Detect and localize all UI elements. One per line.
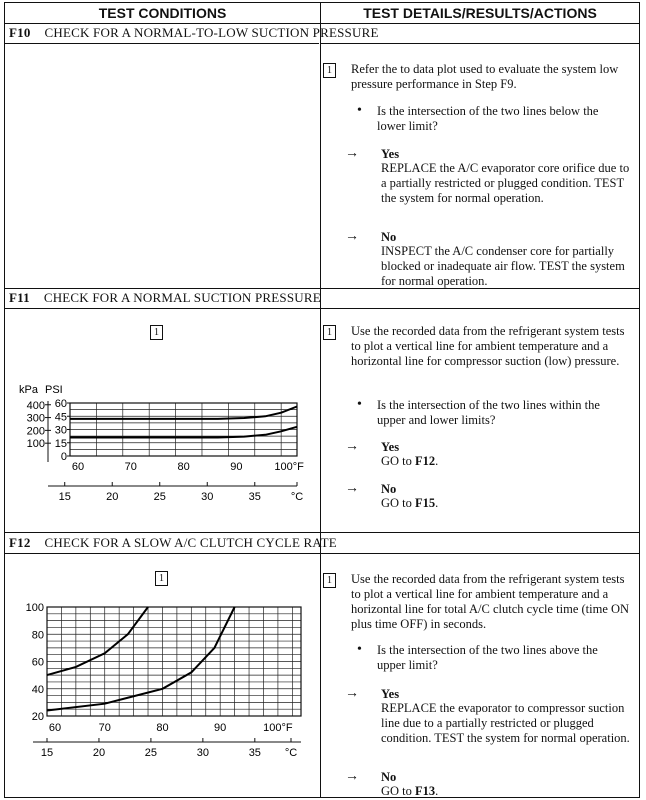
y-tick-label: 40 [31,683,44,696]
f11-yes-text: GO to F12. [381,454,439,468]
x-tick-label-f: 100°F [274,461,304,473]
divider [5,288,639,289]
series-line-upper-limit [70,407,297,419]
f12-question: Is the intersection of the two lines above the upper limit? [377,643,598,672]
f11-question: Is the intersection of the two lines within the upper and lower limits? [377,398,600,427]
header-test-details: TEST DETAILS/RESULTS/ACTIONS [363,5,597,21]
bullet: • [357,103,362,118]
divider [5,23,639,24]
divider [5,43,319,44]
y-tick-label-psi: 45 [54,411,67,424]
header-test-conditions: TEST CONDITIONS [98,5,227,21]
x-tick-label-f: 80 [156,722,169,734]
x-tick-label-f: 90 [230,461,243,473]
divider [5,553,639,554]
column-divider [320,3,321,797]
x-tick-label-c: 15 [58,491,71,503]
y-tick-label-psi: 15 [54,437,67,450]
x-tick-label-c: 20 [106,491,119,503]
f12-yes-text: REPLACE the evaporator to compressor suction line due to a partially restricted or plugged condition. TEST the system for normal operation. [381,701,630,745]
y-tick-label-kpa: 400 [26,399,45,412]
suction-pressure-chart [5,363,320,513]
series-line-lower-limit [47,607,235,711]
y-tick-label-psi: 0 [60,451,67,463]
y-tick-label: 20 [31,711,44,723]
divider [5,532,639,533]
x-tick-label-f: 70 [98,722,111,734]
bullet: • [357,642,362,657]
x-tick-label-c: °C [284,747,298,759]
arrow-icon: → [345,769,359,784]
y-unit-kpa: kPa [19,384,38,396]
f10-yes-text: REPLACE the A/C evaporator core orifice due to a partially restricted or plugged condition. TEST the system for normal operation. [381,161,630,205]
step-number-box: 1 [155,571,168,586]
f12-yes-label: Yes [381,687,400,701]
y-tick-label-kpa: 100 [26,438,45,451]
f10-title: F10 CHECK FOR A NORMAL-TO-LOW SUCTION PRESSURE [9,25,379,40]
step-number-box: 1 [323,573,336,588]
bullet: • [357,397,362,412]
x-tick-label-f: 90 [214,722,227,734]
f11-title: F11 CHECK FOR A NORMAL SUCTION PRESSURE [9,290,321,305]
x-tick-label-c: 35 [248,747,261,759]
arrow-icon: → [345,229,359,244]
f10-question: Is the intersection of the two lines below the lower limit? [377,104,599,133]
divider [5,308,639,309]
x-tick-label-f: 70 [124,461,137,473]
step-number-box: 1 [323,325,336,340]
arrow-icon: → [345,686,359,701]
clutch-cycle-chart [5,593,320,763]
arrow-icon: → [345,146,359,161]
x-tick-label-c: 30 [201,491,214,503]
x-tick-label-c: 15 [40,747,54,759]
y-tick-label: 100 [25,602,44,614]
f12-title: F12 CHECK FOR A SLOW A/C CLUTCH CYCLE RATE [9,535,337,550]
f10-step-text: Refer the to data plot used to evaluate the system low pressure performance in Step F9. [351,62,619,91]
x-tick-label-f: 100°F [263,722,293,734]
f11-no-text: GO to F15. [381,496,439,510]
y-tick-label-kpa: 200 [26,425,45,438]
arrow-icon: → [345,439,359,454]
step-number-box: 1 [150,325,163,340]
x-tick-label-f: 60 [71,461,85,473]
f12-step-text: Use the recorded data from the refrigerant system tests to plot a vertical line for ambient temperature and a horizontal line for total A/C clutch cycle time (time ON plus time OFF) in seconds. [351,572,630,631]
y-tick-label-psi: 60 [54,398,67,410]
x-tick-label-c: 35 [248,491,261,503]
f12-no-label: No [381,770,397,784]
f10-no-text: INSPECT the A/C condenser core for partially blocked or inadequate air flow. TEST the system for normal operation. [381,244,625,288]
y-tick-label-psi: 30 [54,424,67,437]
y-tick-label: 60 [31,656,44,669]
f11-step-text: Use the recorded data from the refrigerant system tests to plot a vertical line for ambient temperature and a horizontal line for compressor suction (low) pressure. [351,324,625,368]
y-tick-label: 80 [31,629,44,642]
y-tick-label-kpa: 300 [26,412,45,425]
x-tick-label-c: 30 [196,747,209,759]
f10-no-label: No [381,230,397,244]
x-tick-label-c: 25 [153,491,166,503]
x-tick-label-c: °C [290,491,304,503]
divider [321,43,639,44]
x-tick-label-c: 25 [144,747,158,759]
step-number-box: 1 [323,63,336,78]
x-tick-label-f: 80 [177,461,190,473]
f11-no-label: No [381,482,397,496]
x-tick-label-f: 60 [48,722,62,734]
f10-yes-label: Yes [381,147,400,161]
arrow-icon: → [345,481,359,496]
y-unit-psi: PSI [45,384,63,396]
test-sheet [4,2,640,798]
f11-yes-label: Yes [381,440,400,454]
f12-no-text: GO to F13. [381,784,439,798]
x-tick-label-c: 20 [92,747,106,759]
